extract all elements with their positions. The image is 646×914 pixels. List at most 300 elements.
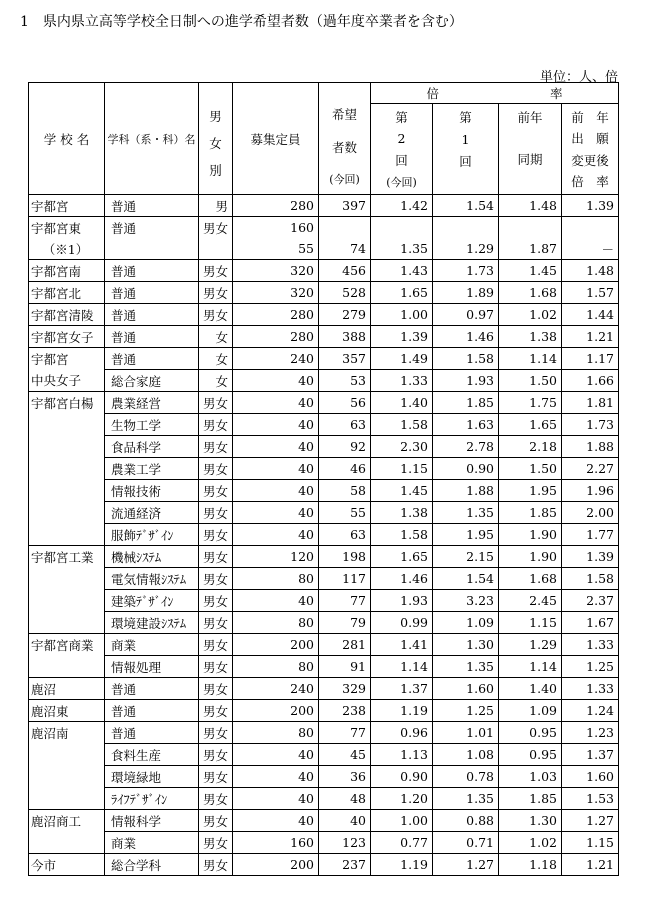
cell-app: 56: [319, 392, 371, 414]
header-final-ratio: 前 年 出 願 変更後 倍 率: [562, 104, 619, 195]
cell-dept: 商業: [105, 634, 199, 656]
cell-cap: 240: [233, 348, 319, 370]
cell-dept: [105, 238, 199, 260]
header-round1: 第 1 回: [433, 104, 499, 195]
cell-school: 宇都宮女子: [29, 326, 105, 348]
cell-r1: 1.35: [433, 656, 499, 678]
document-title: 1 県内県立高等学校全日制への進学希望者数（過年度卒業者を含む）: [20, 14, 463, 30]
cell-r1: 0.97: [433, 304, 499, 326]
cell-sex: 男女: [199, 260, 233, 282]
cell-r1: 1.89: [433, 282, 499, 304]
cell-app: 91: [319, 656, 371, 678]
cell-prev: 0.95: [499, 744, 562, 766]
cell-dept: 食料生産: [105, 744, 199, 766]
cell-prev: 1.68: [499, 568, 562, 590]
cell-r1: 1.54: [433, 568, 499, 590]
cell-app: 281: [319, 634, 371, 656]
cell-prev: 1.87: [499, 238, 562, 260]
cell-sex: 男女: [199, 744, 233, 766]
cell-cap: 280: [233, 326, 319, 348]
cell-r1: 1.35: [433, 788, 499, 810]
cell-prev: 1.50: [499, 458, 562, 480]
cell-school: 宇都宮東: [29, 217, 105, 239]
cell-r1: 1.60: [433, 678, 499, 700]
cell-app: 279: [319, 304, 371, 326]
cell-school: [29, 788, 105, 810]
cell-r2: 0.96: [371, 722, 433, 744]
cell-cap: 200: [233, 854, 319, 876]
cell-r2: 1.00: [371, 304, 433, 326]
cell-sex: 男女: [199, 436, 233, 458]
cell-cap: 120: [233, 546, 319, 568]
cell-r1: 1.29: [433, 238, 499, 260]
cell-prev: 1.30: [499, 810, 562, 832]
cell-dept: 普通: [105, 326, 199, 348]
cell-prev: 1.95: [499, 480, 562, 502]
cell-cap: 80: [233, 722, 319, 744]
cell-app: 456: [319, 260, 371, 282]
cell-prev: 1.09: [499, 700, 562, 722]
cell-school: [29, 502, 105, 524]
cell-sex: 男女: [199, 217, 233, 239]
cell-final: 1.24: [562, 700, 619, 722]
cell-app: 40: [319, 810, 371, 832]
cell-prev: 1.14: [499, 348, 562, 370]
cell-prev: 1.85: [499, 502, 562, 524]
cell-dept: 普通: [105, 282, 199, 304]
cell-school: 宇都宮白楊: [29, 392, 105, 414]
table-row: [29, 656, 619, 678]
table-row: [29, 502, 619, 524]
cell-prev: 1.50: [499, 370, 562, 392]
cell-cap: 40: [233, 788, 319, 810]
cell-dept: 情報科学: [105, 810, 199, 832]
header-sex: 男 女 別: [199, 83, 233, 195]
cell-school: [29, 458, 105, 480]
cell-app: 79: [319, 612, 371, 634]
cell-dept: 服飾ﾃﾞｻﾞｲﾝ: [105, 524, 199, 546]
cell-app: 198: [319, 546, 371, 568]
cell-r1: 1.46: [433, 326, 499, 348]
cell-app: 238: [319, 700, 371, 722]
cell-app: 123: [319, 832, 371, 854]
cell-sex: 男女: [199, 502, 233, 524]
cell-cap: 40: [233, 524, 319, 546]
cell-r1: 1.93: [433, 370, 499, 392]
cell-r1: [433, 217, 499, 239]
cell-sex: 男女: [199, 590, 233, 612]
cell-r1: 1.73: [433, 260, 499, 282]
cell-sex: 男女: [199, 656, 233, 678]
cell-dept: 普通: [105, 348, 199, 370]
cell-dept: 建築ﾃﾞｻﾞｲﾝ: [105, 590, 199, 612]
cell-app: 45: [319, 744, 371, 766]
cell-prev: 2.45: [499, 590, 562, 612]
cell-r2: 1.41: [371, 634, 433, 656]
cell-final: 2.00: [562, 502, 619, 524]
cell-school: 今市: [29, 854, 105, 876]
cell-school: [29, 436, 105, 458]
cell-app: [319, 217, 371, 239]
cell-r2: 1.45: [371, 480, 433, 502]
cell-school: 中央女子: [29, 370, 105, 392]
cell-school: 宇都宮北: [29, 282, 105, 304]
cell-sex: 男女: [199, 392, 233, 414]
cell-r1: 1.08: [433, 744, 499, 766]
cell-cap: 40: [233, 458, 319, 480]
cell-r2: 1.19: [371, 854, 433, 876]
table-row: [29, 612, 619, 634]
cell-r1: 1.58: [433, 348, 499, 370]
table-row: [29, 700, 619, 722]
cell-cap: 160: [233, 217, 319, 239]
cell-cap: 320: [233, 282, 319, 304]
cell-sex: 男女: [199, 634, 233, 656]
cell-final: 1.73: [562, 414, 619, 436]
cell-school: 宇都宮: [29, 348, 105, 370]
cell-r2: 1.46: [371, 568, 433, 590]
cell-final: 1.25: [562, 656, 619, 678]
header-school: 学 校 名: [29, 83, 105, 195]
table-row: [29, 195, 619, 217]
cell-r1: 1.25: [433, 700, 499, 722]
cell-school: [29, 832, 105, 854]
cell-school: [29, 766, 105, 788]
cell-sex: 男女: [199, 304, 233, 326]
cell-sex: 男女: [199, 546, 233, 568]
cell-sex: 男女: [199, 282, 233, 304]
cell-cap: 80: [233, 656, 319, 678]
cell-r1: 1.95: [433, 524, 499, 546]
cell-dept: 総合学科: [105, 854, 199, 876]
cell-dept: 普通: [105, 217, 199, 239]
cell-cap: 200: [233, 700, 319, 722]
cell-dept: 情報処理: [105, 656, 199, 678]
cell-sex: 女: [199, 370, 233, 392]
cell-school: 宇都宮南: [29, 260, 105, 282]
cell-dept: 農業工学: [105, 458, 199, 480]
cell-app: 55: [319, 502, 371, 524]
cell-final: 1.21: [562, 854, 619, 876]
cell-sex: 男女: [199, 524, 233, 546]
cell-r2: 1.13: [371, 744, 433, 766]
cell-school: 鹿沼東: [29, 700, 105, 722]
cell-r1: 2.78: [433, 436, 499, 458]
cell-dept: 普通: [105, 304, 199, 326]
table-row: [29, 348, 619, 370]
cell-r1: 1.09: [433, 612, 499, 634]
cell-final: 1.88: [562, 436, 619, 458]
cell-r1: 0.90: [433, 458, 499, 480]
cell-final: 1.58: [562, 568, 619, 590]
cell-final: 1.48: [562, 260, 619, 282]
cell-final: 1.15: [562, 832, 619, 854]
cell-app: 528: [319, 282, 371, 304]
table-row: [29, 304, 619, 326]
cell-dept: 普通: [105, 195, 199, 217]
cell-dept: 普通: [105, 700, 199, 722]
cell-r1: 1.88: [433, 480, 499, 502]
cell-final: 1.33: [562, 678, 619, 700]
cell-school: [29, 744, 105, 766]
table-row: [29, 678, 619, 700]
cell-school: [29, 568, 105, 590]
table-row: [29, 810, 619, 832]
cell-cap: 320: [233, 260, 319, 282]
table-row: [29, 458, 619, 480]
cell-prev: 1.15: [499, 612, 562, 634]
cell-r2: 1.37: [371, 678, 433, 700]
cell-cap: 200: [233, 634, 319, 656]
cell-school: 鹿沼南: [29, 722, 105, 744]
header-capacity: 募集定員: [233, 83, 319, 195]
table-row: [29, 436, 619, 458]
cell-prev: 1.14: [499, 656, 562, 678]
cell-cap: 80: [233, 612, 319, 634]
header-ratio-group: 倍 率: [371, 83, 619, 104]
cell-r1: 2.15: [433, 546, 499, 568]
cell-r2: 1.33: [371, 370, 433, 392]
cell-dept: 流通経済: [105, 502, 199, 524]
cell-school: [29, 612, 105, 634]
cell-app: 74: [319, 238, 371, 260]
cell-r2: [371, 217, 433, 239]
cell-final: 1.21: [562, 326, 619, 348]
cell-r2: 1.40: [371, 392, 433, 414]
cell-final: 1.60: [562, 766, 619, 788]
cell-cap: 40: [233, 744, 319, 766]
cell-r2: 1.58: [371, 414, 433, 436]
cell-sex: 男女: [199, 722, 233, 744]
table-row: [29, 744, 619, 766]
cell-r2: 1.20: [371, 788, 433, 810]
cell-cap: 280: [233, 195, 319, 217]
cell-app: 53: [319, 370, 371, 392]
cell-r2: 1.38: [371, 502, 433, 524]
cell-r2: 1.49: [371, 348, 433, 370]
cell-final: 1.57: [562, 282, 619, 304]
cell-school: 鹿沼: [29, 678, 105, 700]
cell-r1: 0.71: [433, 832, 499, 854]
cell-app: 237: [319, 854, 371, 876]
cell-prev: 1.38: [499, 326, 562, 348]
cell-final: 1.96: [562, 480, 619, 502]
cell-cap: 40: [233, 480, 319, 502]
cell-dept: 環境建設ｼｽﾃﾑ: [105, 612, 199, 634]
cell-r2: 1.14: [371, 656, 433, 678]
cell-dept: 生物工学: [105, 414, 199, 436]
cell-final: 1.39: [562, 195, 619, 217]
cell-r2: 1.15: [371, 458, 433, 480]
cell-final: 1.27: [562, 810, 619, 832]
cell-school: （※1）: [29, 238, 105, 260]
cell-cap: 40: [233, 370, 319, 392]
cell-school: [29, 590, 105, 612]
cell-r1: 0.78: [433, 766, 499, 788]
header-dept: 学科（系・科）名: [105, 83, 199, 195]
cell-prev: 1.85: [499, 788, 562, 810]
table-row: [29, 217, 619, 239]
cell-final: 1.23: [562, 722, 619, 744]
cell-school: 鹿沼商工: [29, 810, 105, 832]
cell-r1: 1.63: [433, 414, 499, 436]
cell-r2: 0.77: [371, 832, 433, 854]
cell-final: 1.37: [562, 744, 619, 766]
header-row-1: [29, 83, 619, 104]
cell-r2: 1.93: [371, 590, 433, 612]
cell-final: 2.37: [562, 590, 619, 612]
cell-final: －: [562, 238, 619, 260]
cell-cap: 40: [233, 766, 319, 788]
cell-r2: 1.39: [371, 326, 433, 348]
cell-r2: 0.90: [371, 766, 433, 788]
cell-app: 48: [319, 788, 371, 810]
cell-dept: 商業: [105, 832, 199, 854]
table-row: [29, 480, 619, 502]
cell-dept: 環境緑地: [105, 766, 199, 788]
table-row: [29, 260, 619, 282]
cell-app: 329: [319, 678, 371, 700]
cell-final: 1.39: [562, 546, 619, 568]
cell-app: 92: [319, 436, 371, 458]
cell-dept: 普通: [105, 678, 199, 700]
cell-app: 397: [319, 195, 371, 217]
cell-sex: 男女: [199, 480, 233, 502]
cell-dept: 普通: [105, 260, 199, 282]
cell-sex: 男女: [199, 414, 233, 436]
cell-cap: 240: [233, 678, 319, 700]
cell-final: 1.33: [562, 634, 619, 656]
cell-final: 1.44: [562, 304, 619, 326]
cell-cap: 40: [233, 810, 319, 832]
cell-school: [29, 414, 105, 436]
cell-final: 1.66: [562, 370, 619, 392]
cell-r2: 1.65: [371, 282, 433, 304]
cell-r1: 3.23: [433, 590, 499, 612]
cell-app: 63: [319, 414, 371, 436]
table-row: [29, 546, 619, 568]
cell-final: 1.81: [562, 392, 619, 414]
cell-r2: 1.42: [371, 195, 433, 217]
cell-prev: 1.48: [499, 195, 562, 217]
cell-cap: 40: [233, 392, 319, 414]
cell-app: 388: [319, 326, 371, 348]
cell-cap: 55: [233, 238, 319, 260]
cell-r1: 1.01: [433, 722, 499, 744]
cell-sex: 男: [199, 195, 233, 217]
cell-dept: 食品科学: [105, 436, 199, 458]
cell-school: 宇都宮清陵: [29, 304, 105, 326]
cell-sex: 女: [199, 348, 233, 370]
cell-app: 117: [319, 568, 371, 590]
cell-final: 1.67: [562, 612, 619, 634]
cell-r2: 1.43: [371, 260, 433, 282]
cell-app: 36: [319, 766, 371, 788]
application-table: [28, 82, 619, 876]
cell-r1: 1.85: [433, 392, 499, 414]
cell-prev: 1.18: [499, 854, 562, 876]
cell-sex: 男女: [199, 788, 233, 810]
table-row: [29, 282, 619, 304]
cell-final: 1.77: [562, 524, 619, 546]
cell-dept: 電気情報ｼｽﾃﾑ: [105, 568, 199, 590]
table-row: [29, 568, 619, 590]
table-row: [29, 634, 619, 656]
cell-dept: 総合家庭: [105, 370, 199, 392]
cell-r2: 1.35: [371, 238, 433, 260]
cell-sex: 男女: [199, 854, 233, 876]
cell-sex: 男女: [199, 568, 233, 590]
cell-sex: 男女: [199, 612, 233, 634]
cell-app: 77: [319, 722, 371, 744]
cell-dept: 機械ｼｽﾃﾑ: [105, 546, 199, 568]
cell-prev: 2.18: [499, 436, 562, 458]
cell-final: 1.53: [562, 788, 619, 810]
cell-app: 46: [319, 458, 371, 480]
cell-sex: 男女: [199, 458, 233, 480]
cell-sex: [199, 238, 233, 260]
cell-prev: [499, 217, 562, 239]
cell-dept: 普通: [105, 722, 199, 744]
table-row: [29, 722, 619, 744]
table-row: [29, 414, 619, 436]
cell-dept: 農業経営: [105, 392, 199, 414]
cell-app: 357: [319, 348, 371, 370]
cell-sex: 男女: [199, 678, 233, 700]
header-applicants: 希望 者数 (今回): [319, 83, 371, 195]
cell-cap: 40: [233, 414, 319, 436]
cell-prev: 1.40: [499, 678, 562, 700]
cell-cap: 40: [233, 590, 319, 612]
cell-final: 1.17: [562, 348, 619, 370]
table-row: [29, 590, 619, 612]
cell-cap: 80: [233, 568, 319, 590]
cell-cap: 280: [233, 304, 319, 326]
cell-r2: 1.65: [371, 546, 433, 568]
cell-sex: 男女: [199, 810, 233, 832]
cell-prev: 0.95: [499, 722, 562, 744]
cell-r2: 1.00: [371, 810, 433, 832]
cell-prev: 1.90: [499, 546, 562, 568]
cell-final: [562, 217, 619, 239]
cell-r2: 0.99: [371, 612, 433, 634]
table-row: [29, 238, 619, 260]
cell-sex: 男女: [199, 766, 233, 788]
cell-sex: 女: [199, 326, 233, 348]
cell-r1: 0.88: [433, 810, 499, 832]
cell-school: [29, 656, 105, 678]
cell-prev: 1.68: [499, 282, 562, 304]
cell-r1: 1.35: [433, 502, 499, 524]
header-prev-year: 前年 同期: [499, 104, 562, 195]
cell-school: [29, 524, 105, 546]
cell-r1: 1.54: [433, 195, 499, 217]
cell-prev: 1.45: [499, 260, 562, 282]
cell-prev: 1.90: [499, 524, 562, 546]
cell-cap: 40: [233, 436, 319, 458]
cell-school: 宇都宮工業: [29, 546, 105, 568]
cell-dept: 情報技術: [105, 480, 199, 502]
table-row: [29, 832, 619, 854]
cell-r1: 1.30: [433, 634, 499, 656]
cell-app: 58: [319, 480, 371, 502]
cell-r1: 1.27: [433, 854, 499, 876]
table-row: [29, 370, 619, 392]
cell-school: [29, 480, 105, 502]
cell-prev: 1.02: [499, 304, 562, 326]
cell-cap: 40: [233, 502, 319, 524]
cell-prev: 1.03: [499, 766, 562, 788]
